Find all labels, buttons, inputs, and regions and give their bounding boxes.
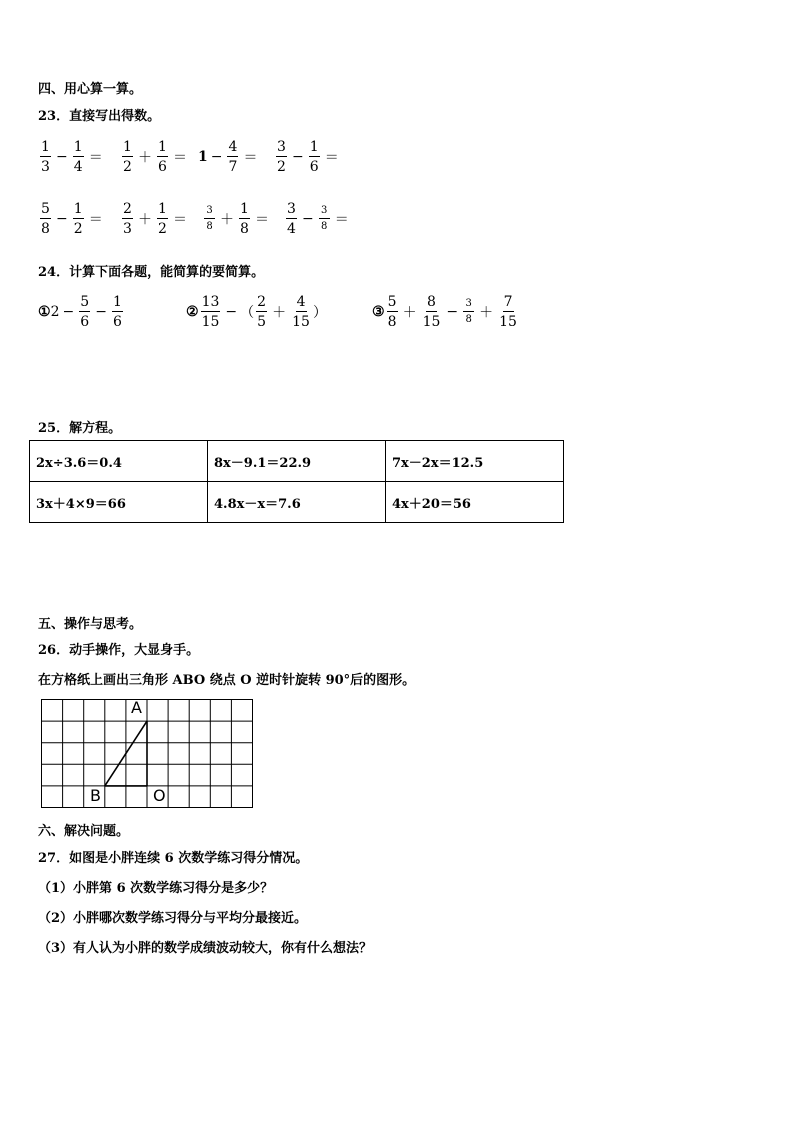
q27-item-2: （2）小胖哪次数学练习得分与平均分最接近。 bbox=[38, 911, 308, 926]
point-o-label: O bbox=[153, 786, 166, 805]
section-5-heading: 五、操作与思考。 bbox=[38, 617, 143, 632]
q23-title: 23．直接写出得数。 bbox=[38, 109, 161, 124]
equation-cell: 2x÷3.6＝0.4 bbox=[30, 441, 208, 482]
equation-cell: 4.8x－x＝7.6 bbox=[208, 482, 386, 523]
q24-problem-3: ③ $\frac{5}{8}$ ＋ $\frac{8}{15}$ − $\frac{3}{8}$ ＋ $\frac{7}{15}$ bbox=[372, 294, 517, 330]
q23-r2-e1: $\frac{5}{8}$ − $\frac{1}{2}$ ＝ bbox=[41, 201, 103, 237]
q23-r2-e3: $\frac{3}{8}$ ＋ $\frac{1}{8}$ ＝ bbox=[202, 202, 272, 236]
point-a-label: A bbox=[131, 698, 142, 717]
q23-r1-e3: 1 − $\frac{4}{7}$ ＝ bbox=[198, 139, 258, 175]
q24-title: 24．计算下面各题，能简算的要简算。 bbox=[38, 265, 265, 280]
q26-title: 26．动手操作，大显身手。 bbox=[38, 643, 200, 658]
equation-cell: 3x＋4×9＝66 bbox=[30, 482, 208, 523]
q26-instruction: 在方格纸上画出三角形 ABO 绕点 O 逆时针旋转 90°后的图形。 bbox=[38, 673, 416, 688]
equation-cell: 4x＋20＝56 bbox=[386, 482, 564, 523]
table-row bbox=[30, 482, 564, 523]
table-row bbox=[30, 441, 564, 482]
point-b-label: B bbox=[90, 786, 101, 805]
q23-r2-e2: $\frac{2}{3}$ ＋ $\frac{1}{2}$ ＝ bbox=[123, 201, 187, 237]
q27-item-3: （3）有人认为小胖的数学成绩波动较大，你有什么想法？ bbox=[38, 941, 373, 956]
q23-r1-e2: $\frac{1}{2}$ ＋ $\frac{1}{6}$ ＝ bbox=[123, 139, 187, 175]
q23-r1-e4: $\frac{3}{2}$ − $\frac{1}{6}$ ＝ bbox=[277, 139, 339, 175]
section-4-heading: 四、用心算一算。 bbox=[38, 82, 143, 97]
rotation-grid bbox=[40, 698, 256, 810]
q27-title: 27．如图是小胖连续 6 次数学练习得分情况。 bbox=[38, 851, 309, 866]
q23-r1-e1: $\frac{1}{3}$ − $\frac{1}{4}$ ＝ bbox=[41, 139, 103, 175]
equation-table bbox=[29, 440, 564, 523]
q24-problem-2: ② $\frac{13}{15}$ − （ $\frac{2}{5}$ ＋ $\frac{4}{15}$ ） bbox=[186, 294, 327, 330]
q27-item-1: （1）小胖第 6 次数学练习得分是多少？ bbox=[38, 881, 274, 896]
section-6-heading: 六、解决问题。 bbox=[38, 824, 130, 839]
equation-cell: 8x－9.1＝22.9 bbox=[208, 441, 386, 482]
q25-title: 25．解方程。 bbox=[38, 421, 122, 436]
q23-r2-e4: $\frac{3}{4}$ − $\frac{3}{8}$ ＝ bbox=[287, 201, 349, 237]
q24-problem-1: ① 2 − $\frac{5}{6}$ − $\frac{1}{6}$ bbox=[38, 294, 122, 330]
equation-cell: 7x－2x＝12.5 bbox=[386, 441, 564, 482]
